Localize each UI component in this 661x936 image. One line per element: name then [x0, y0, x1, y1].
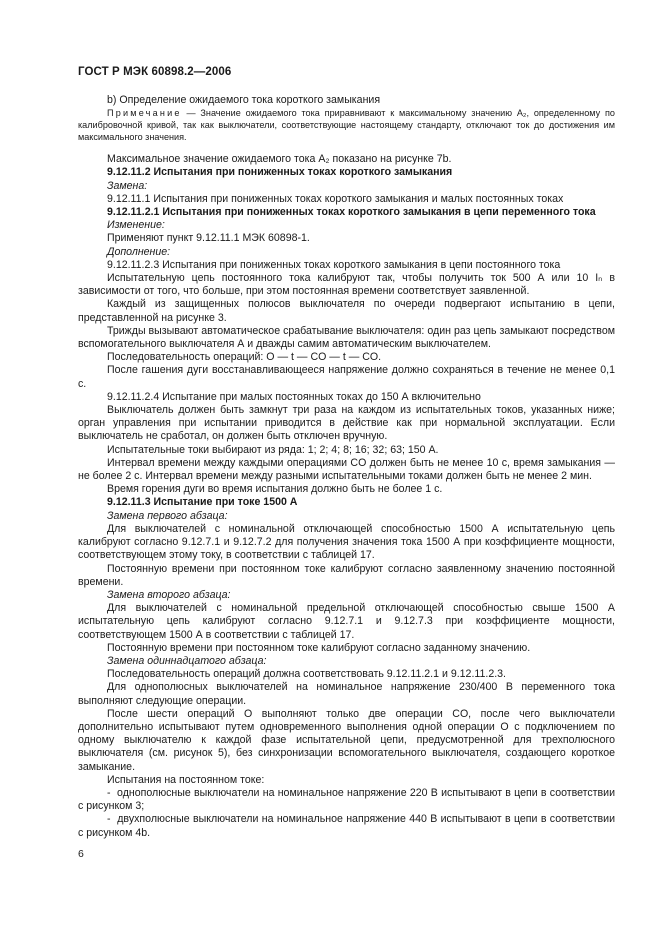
paragraph: Трижды вызывают автоматическое срабатывание выключателя: один раз цепь замыкают посредством вспомогательного выключателя А и дважды самим автоматическим выключателем. [78, 324, 615, 351]
paragraph: Для однополюсных выключателей на номинальное напряжение 230/400 В переменного тока выполняют следующие операции. [78, 681, 615, 707]
note [78, 107, 615, 143]
page-body [78, 94, 615, 840]
clause-heading: 9.12.11.3 Испытание при токе 1500 А [107, 496, 298, 509]
paragraph: Постоянную времени при постоянном токе калибруют согласно заданному значению. [107, 641, 531, 654]
paragraph: Интервал времени между каждыми операциями CO должен быть не менее 10 с, время замыкания — не более 2 с. Интервал времени между разными испытательными токами должен быть не менее 2 мин. [78, 456, 615, 483]
note-label: Примечание [107, 108, 182, 119]
page-number: 6 [78, 848, 84, 860]
paragraph: Применяют пункт 9.12.11.1 МЭК 60898-1. [107, 232, 310, 245]
amendment-label: Изменение: [107, 219, 165, 232]
amendment-label: Замена первого абзаца: [107, 509, 228, 522]
paragraph: Постоянную времени при постоянном токе калибруют согласно заявленному значению постоянной времени. [78, 562, 615, 588]
note-text: — Значение ожидаемого тока приравнивают к максимальному значению A₂, определенному по калибровочной кривой, так как выключатели, соответствующие настоящему стандарту, отключают ток до достижения им максимального значения. [78, 108, 615, 143]
amendment-label: Замена: [107, 179, 148, 192]
amendment-label: Замена одиннадцатого абзаца: [107, 654, 267, 667]
list-item-text: однополюсные выключатели на номинальное напряжение 220 В испытывают в цепи в соответствии с рисунком 3; [78, 786, 615, 813]
amendment-label: Дополнение: [107, 245, 171, 258]
paragraph: 9.12.11.2.3 Испытания при пониженных токах короткого замыкания в цепи постоянного тока [107, 258, 561, 271]
clause-heading: 9.12.11.2.1 Испытания при пониженных токах короткого замыкания в цепи переменного тока [107, 206, 596, 219]
paragraph: Последовательность операций: О — t — CO — t — CO. [107, 351, 382, 364]
paragraph: После гашения дуги восстанавливающееся напряжение должно сохраняться в течение не менее 0,1 с. [78, 364, 615, 390]
paragraph: Каждый из защищенных полюсов выключателя по очереди подвергают испытанию в цепи, представленной на рисунке 3. [78, 298, 615, 324]
section-b-heading: b) Определение ожидаемого тока короткого замыкания [107, 94, 381, 106]
paragraph: 9.12.11.2.4 Испытание при малых постоянных токах до 150 А включительно [107, 390, 481, 403]
amendment-label: Замена второго абзаца: [107, 588, 231, 601]
list-dash: - [107, 813, 111, 826]
paragraph: Испытательную цепь постоянного тока калибруют так, чтобы получить ток 500 А или 10 Iₙ в зависимости от того, что больше, при этом постоянная времени соответствует заявленной. [78, 272, 615, 298]
paragraph: 9.12.11.1 Испытания при пониженных токах короткого замыкания и малых постоянных токах [107, 192, 564, 205]
clause-heading: 9.12.11.2 Испытания при пониженных токах короткого замыкания [107, 166, 453, 179]
paragraph: Для выключателей с номинальной отключающей способностью 1500 А испытательную цепь калибруют согласно 9.12.7.1 и 9.12.7.2 для получения значения тока 1500 А при коэффициенте мощности, соответствующем этому току, в соответствии с таблицей 17. [78, 522, 615, 562]
paragraph: Время горения дуги во время испытания должно быть не более 1 с. [107, 483, 443, 496]
paragraph: Максимальное значение ожидаемого тока A₂ показано на рисунке 7b. [107, 153, 452, 166]
paragraph: Для выключателей с номинальной предельной отключающей способностью свыше 1500 А испытательную цепь калибруют согласно 9.12.7.1 и 9.12.7.3 при коэффициенте мощности, соответствующем 1500 А в соответствии с таблицей 17. [78, 602, 615, 641]
list-item [78, 787, 615, 813]
paragraph: Последовательность операций должна соответствовать 9.12.11.2.1 и 9.12.11.2.3. [107, 668, 506, 681]
list-item-text: двухполюсные выключатели на номинальное напряжение 440 В испытывают в цепи в соответствии с рисунком 4b. [78, 813, 616, 839]
paragraph: Испытания на постоянном токе: [107, 773, 265, 786]
paragraph: Испытательные токи выбирают из ряда: 1; 2; 4; 8; 16; 32; 63; 150 А. [107, 443, 439, 456]
list-item [78, 813, 615, 839]
list-dash: - [107, 786, 111, 799]
standard-header: ГОСТ Р МЭК 60898.2—2006 [78, 66, 232, 78]
paragraph: Выключатель должен быть замкнут три раза на каждом из испытательных токов, указанных ниже; орган управления при испытании приводится в действие как при нормальной эксплуатации. Если выключатель не сработал, он должен быть отключен вручную. [78, 404, 615, 443]
paragraph: После шести операций О выполняют только две операции CO, после чего выключатели дополнительно испытывают путем одновременного выполнения одной операции О с подключением по одному выключателю к каждой фазе испытательной цепи, предусмотренной для трехполюсного выключателя (см. рисунок 5), без синхронизации вспомогательного выключателя, создающего короткое замыкание. [78, 707, 615, 773]
